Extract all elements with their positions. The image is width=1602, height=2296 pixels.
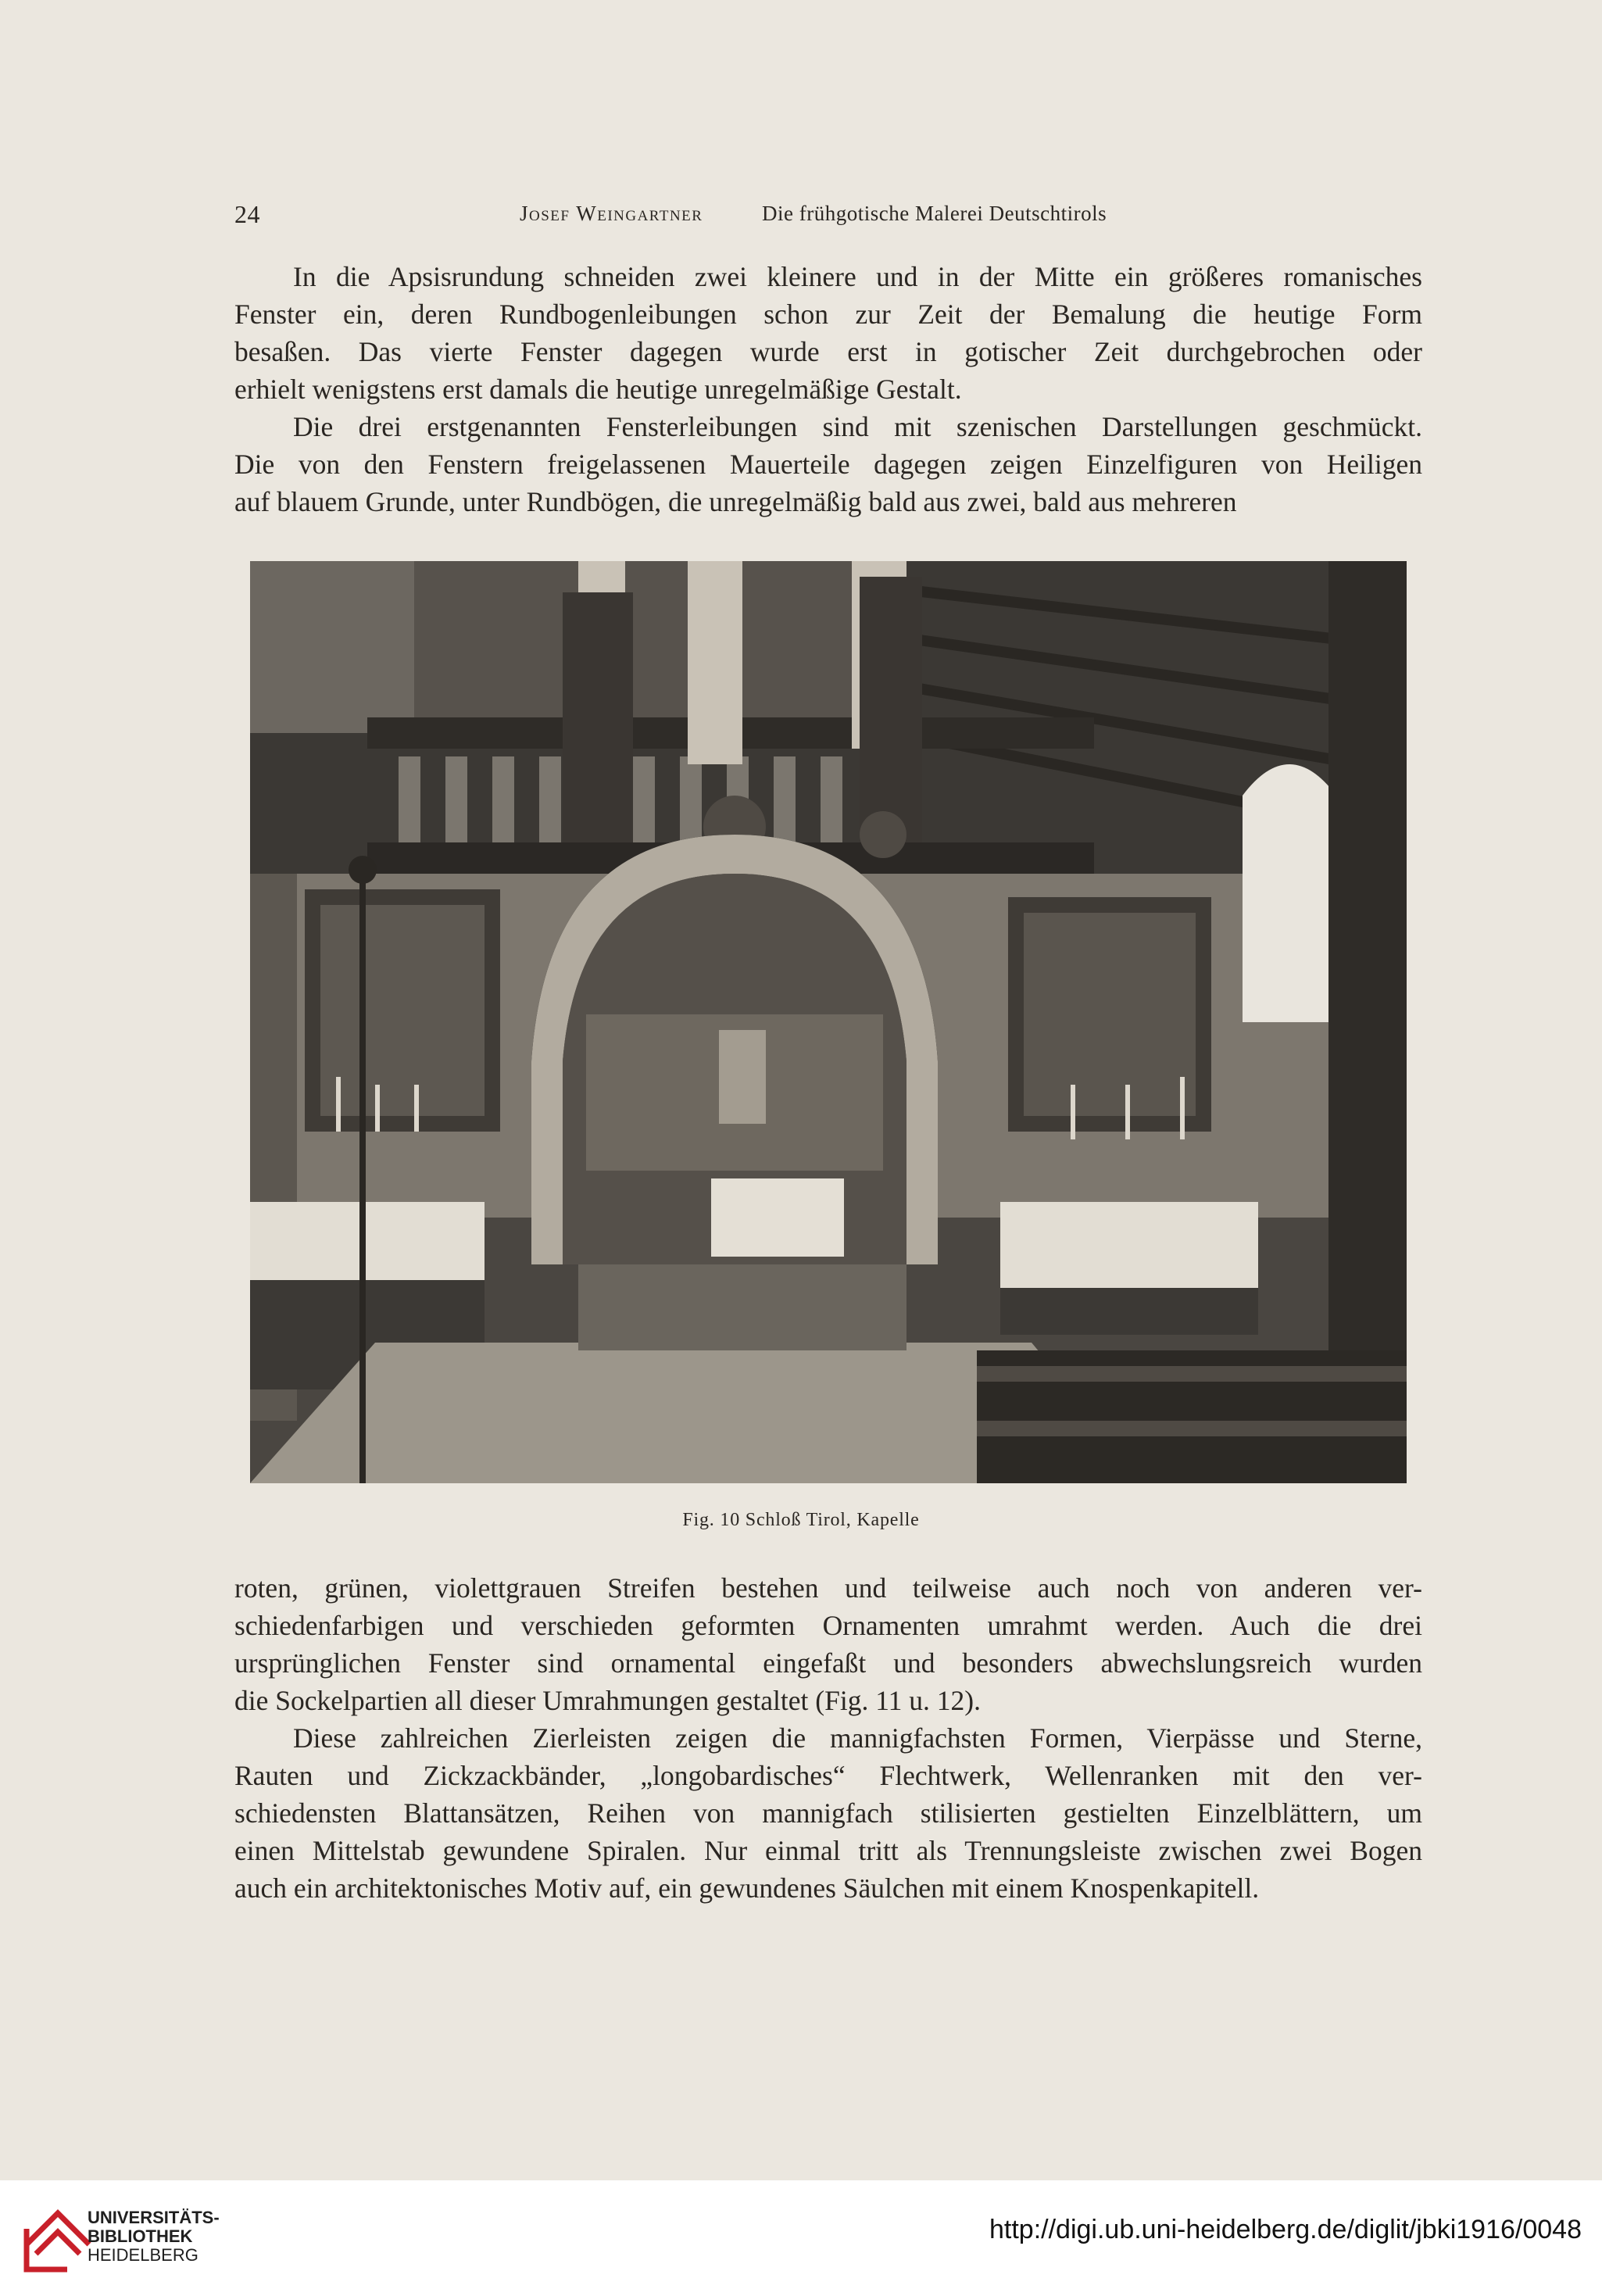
text-line: erhielt wenigstens erst damals die heutige unregelmäßige Gestalt. bbox=[234, 374, 962, 405]
text-block-top bbox=[234, 258, 1422, 520]
text-line: auf blauem Grunde, unter Rundbögen, die unregelmäßig bald aus zwei, bald aus mehreren bbox=[234, 486, 1237, 517]
figure-caption: Fig. 10 Schloß Tirol, Kapelle bbox=[682, 1510, 920, 1530]
digitization-footer bbox=[0, 2180, 1602, 2296]
paragraph-3 bbox=[234, 1569, 1422, 1719]
text-line: In die Apsisrundung schneiden zwei kleinere und in der Mitte ein größeres romanisches bbox=[293, 261, 1422, 292]
text-line: ursprünglichen Fenster sind ornamental eingefaßt und besonders abwechslungsreich wurden bbox=[234, 1647, 1422, 1679]
paragraph-1 bbox=[234, 258, 1422, 408]
text-line: schiedenfarbigen und verschieden geformten Ornamenten umrahmt werden. Auch die drei bbox=[234, 1610, 1422, 1641]
page-number: 24 bbox=[234, 200, 260, 228]
text-block-bottom bbox=[234, 1569, 1422, 1907]
text-line: auch ein architektonisches Motiv auf, ein gewundenes Säulchen mit einem Knospenkapitell. bbox=[234, 1872, 1260, 1904]
library-name-line: BIBLIOTHEK bbox=[88, 2226, 193, 2246]
header-title: Die frühgotische Malerei Deutschtirols bbox=[762, 202, 1107, 225]
text-line: einen Mittelstab gewundene Spiralen. Nur einmal tritt als Trennungsleiste zwischen zwei Bogen bbox=[234, 1835, 1422, 1866]
text-line: Rauten und Zickzackbänder, „longobardisches“ Flechtwerk, Wellenranken mit den ver- bbox=[234, 1760, 1422, 1791]
library-name-line: UNIVERSITÄTS- bbox=[88, 2208, 220, 2227]
paragraph-4 bbox=[234, 1719, 1422, 1907]
library-logo-icon bbox=[19, 2198, 97, 2276]
text-line: Die drei erstgenannten Fensterleibungen sind mit szenischen Darstellungen geschmückt. bbox=[293, 411, 1422, 442]
figure-photograph bbox=[250, 561, 1407, 1483]
text-line: die Sockelpartien all dieser Umrahmungen gestaltet (Fig. 11 u. 12). bbox=[234, 1685, 981, 1716]
text-line: Die von den Fenstern freigelassenen Mauerteile dagegen zeigen Einzelfiguren von Heiligen bbox=[234, 449, 1422, 480]
text-line: Diese zahlreichen Zierleisten zeigen die mannigfachsten Formen, Vierpässe und Sterne, bbox=[293, 1722, 1422, 1754]
paragraph-2 bbox=[234, 408, 1422, 520]
running-header bbox=[234, 200, 1422, 231]
library-name bbox=[88, 2208, 220, 2265]
text-line: Fenster ein, deren Rundbogenleibungen schon zur Zeit der Bemalung die heutige Form bbox=[234, 299, 1422, 330]
text-line: roten, grünen, violettgrauen Streifen bestehen und teilweise auch noch von anderen ver- bbox=[234, 1572, 1422, 1604]
library-name-line: HEIDELBERG bbox=[88, 2245, 198, 2265]
permalink-url[interactable]: http://digi.ub.uni-heidelberg.de/diglit/jbki1916/0048 bbox=[989, 2215, 1582, 2244]
header-author: Josef Weingartner bbox=[520, 202, 703, 225]
chapel-photo-illustration bbox=[250, 561, 1407, 1483]
text-line: besaßen. Das vierte Fenster dagegen wurde erst in gotischer Zeit durchgebrochen oder bbox=[234, 336, 1422, 367]
text-line: schiedensten Blattansätzen, Reihen von mannigfach stilisierten gestielten Einzelblättern, um bbox=[234, 1797, 1422, 1829]
